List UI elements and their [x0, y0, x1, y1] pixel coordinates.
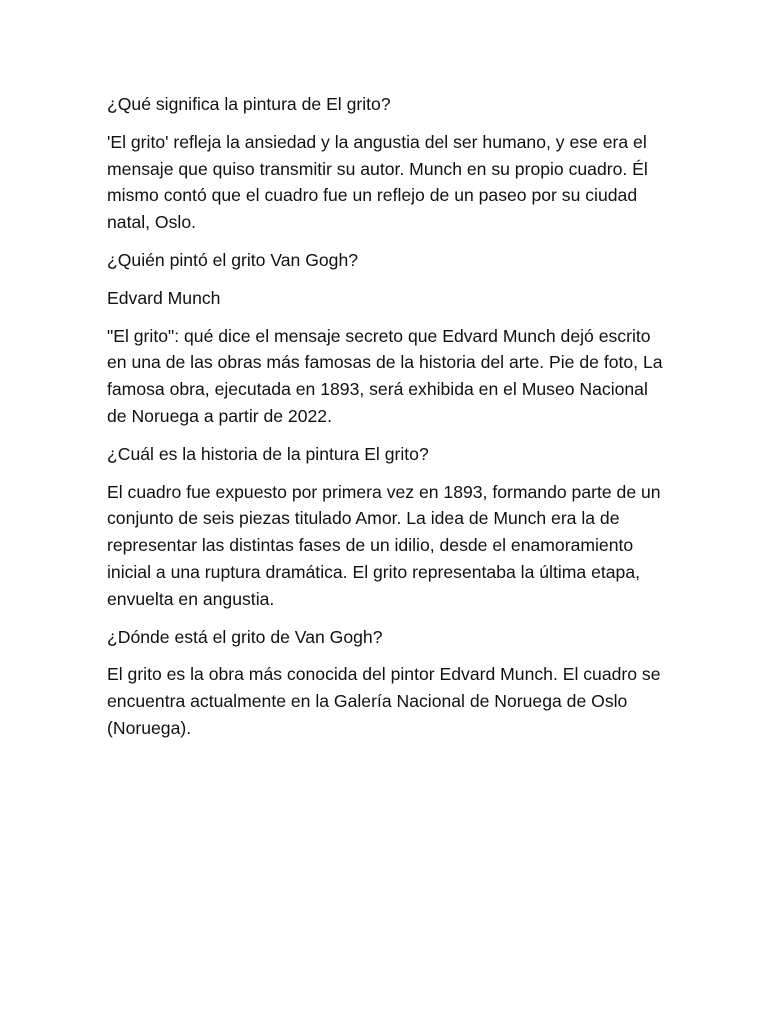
- answer-location: El grito es la obra más conocida del pintor Edvard Munch. El cuadro se encuentra actualmente en la Galería Nacional de Noruega de Oslo (Noruega).: [107, 664, 661, 738]
- answer-history: El cuadro fue expuesto por primera vez en 1893, formando parte de un conjunto de seis piezas titulado Amor. La idea de Munch era la de representar las distintas fases de un idilio, desde el enamoramiento inicial a una ruptura dramática. El grito representaba la última etapa, envuelta en angustia.: [107, 481, 661, 609]
- answer-who-painted: Edvard Munch: [107, 287, 221, 308]
- question-location: ¿Dónde está el grito de Van Gogh?: [107, 626, 383, 647]
- question-who-painted: ¿Quién pintó el grito Van Gogh?: [107, 249, 359, 270]
- question-history: ¿Cuál es la historia de la pintura El grito?: [107, 443, 429, 464]
- question-meaning: ¿Qué significa la pintura de El grito?: [107, 94, 391, 114]
- paragraph-secret-message: "El grito": qué dice el mensaje secreto que Edvard Munch dejó escrito en una de las obras más famosas de la historia del arte. Pie de foto, La famosa obra, ejecutada en 1893, será exhibida en el Museo Nacional de Noruega a partir de 2022.: [107, 325, 663, 426]
- answer-meaning: 'El grito' refleja la ansiedad y la angustia del ser humano, y ese era el mensaje que quiso transmitir su autor. Munch en su propio cuadro. Él mismo contó que el cuadro fue un reflejo de un paseo por su ciudad natal, Oslo.: [107, 131, 648, 233]
